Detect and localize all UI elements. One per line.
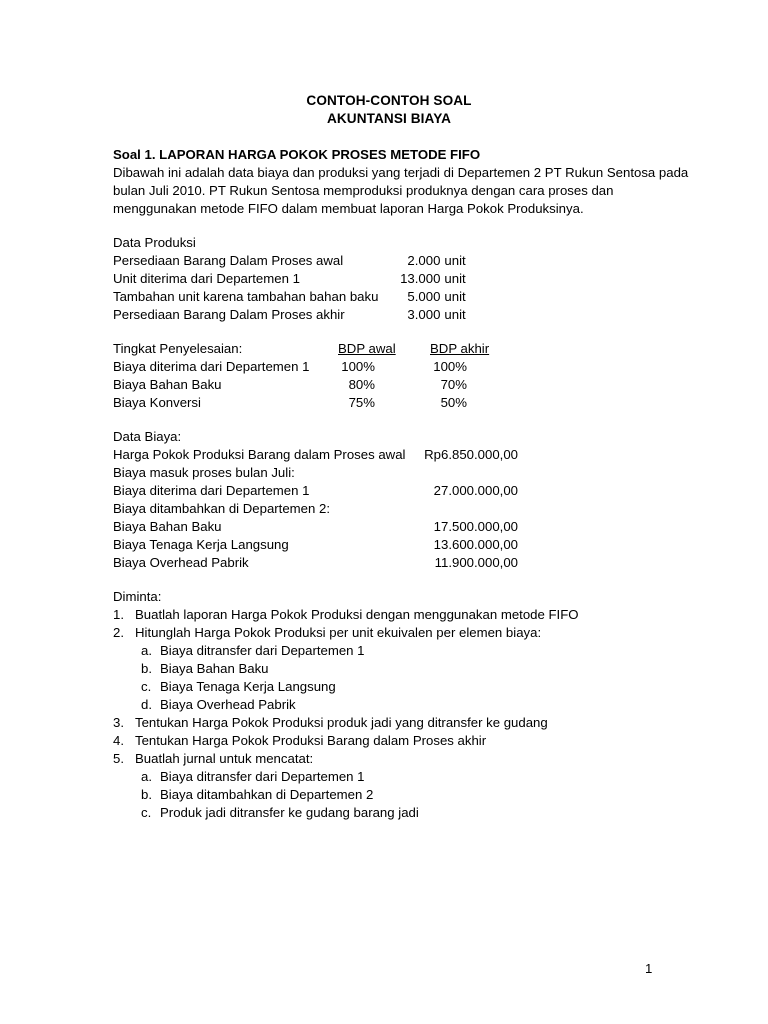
table-row	[113, 394, 522, 412]
list-item-marker: 3.	[113, 715, 124, 730]
penyelesaian-row-bdp-akhir	[430, 376, 522, 394]
table-row	[113, 376, 522, 394]
penyelesaian-row-bdp-awal	[338, 376, 430, 394]
biaya-row-label: Biaya masuk proses bulan Juli:	[113, 465, 295, 480]
problem-intro-line-3: menggunakan metode FIFO dalam membuat laporan Harga Pokok Produksinya.	[113, 201, 584, 216]
table-row	[113, 252, 655, 270]
table-row	[113, 358, 522, 376]
table-row	[113, 554, 518, 572]
column-header-bdp-awal	[338, 340, 430, 358]
produksi-row-unit: unit	[444, 271, 466, 286]
penyelesaian-row-label: Biaya Bahan Baku	[113, 377, 222, 392]
sub-list-item-marker: c.	[141, 679, 152, 694]
produksi-row-label: Tambahan unit karena tambahan bahan baku	[113, 289, 379, 304]
list-item-marker: 2.	[113, 625, 124, 640]
penyelesaian-row-bdp-awal-value: 75%	[348, 395, 375, 410]
problem-intro-line-2: bulan Juli 2010. PT Rukun Sentosa memproduksi produknya dengan cara proses dan	[113, 183, 614, 198]
sub-list-item-text: Biaya Bahan Baku	[160, 661, 269, 676]
biaya-row-label: Biaya Tenaga Kerja Langsung	[113, 537, 289, 552]
list-item-text: Hitunglah Harga Pokok Produksi per unit ekuivalen per elemen biaya:	[135, 625, 542, 640]
list-item-text: Buatlah laporan Harga Pokok Produksi dengan menggunakan metode FIFO	[135, 607, 579, 622]
produksi-row-label: Persediaan Barang Dalam Proses akhir	[113, 307, 345, 322]
produksi-row-value: 13.000	[400, 271, 441, 286]
sub-list-item	[113, 696, 655, 714]
produksi-row-unit: unit	[444, 307, 466, 322]
page-number: 1	[645, 961, 653, 976]
table-row	[113, 500, 518, 518]
table-row	[113, 446, 518, 464]
document-title	[113, 92, 655, 128]
table-row	[113, 270, 655, 288]
table-header-row	[113, 340, 522, 358]
biaya-row-label: Harga Pokok Produksi Barang dalam Proses awal	[113, 447, 406, 462]
problem-intro-line-1: Dibawah ini adalah data biaya dan produksi yang terjadi di Departemen 2 PT Rukun Sentosa pada	[113, 165, 689, 180]
document-body	[113, 92, 689, 822]
list-item	[113, 714, 655, 732]
problem-heading: Soal 1. LAPORAN HARGA POKOK PROSES METODE FIFO	[113, 147, 481, 162]
biaya-row-label: Biaya ditambahkan di Departemen 2:	[113, 501, 330, 516]
table-row	[113, 536, 518, 554]
penyelesaian-row-bdp-akhir-value: 70%	[440, 377, 467, 392]
biaya-row-label: Biaya Overhead Pabrik	[113, 555, 249, 570]
table-row	[113, 518, 518, 536]
list-item-marker: 1.	[113, 607, 124, 622]
biaya-row-value: Rp6.850.000,00	[424, 447, 518, 462]
table-row	[113, 288, 655, 306]
biaya-row-value: 17.500.000,00	[433, 519, 518, 534]
table-row	[113, 464, 518, 482]
tingkat-penyelesaian-table	[113, 340, 522, 412]
list-item-text: Buatlah jurnal untuk mencatat:	[135, 751, 314, 766]
penyelesaian-row-bdp-awal	[338, 394, 430, 412]
produksi-row-label: Persediaan Barang Dalam Proses awal	[113, 253, 344, 268]
diminta-list	[113, 606, 655, 822]
sub-list-item-text: Biaya ditambahkan di Departemen 2	[160, 787, 374, 802]
sub-list-item-text: Biaya ditransfer dari Departemen 1	[160, 769, 365, 784]
penyelesaian-row-bdp-awal-value: 80%	[348, 377, 375, 392]
biaya-row-label: Biaya diterima dari Departemen 1	[113, 483, 310, 498]
list-item	[113, 732, 655, 750]
penyelesaian-row-bdp-akhir	[430, 358, 522, 376]
sub-list-item-text: Produk jadi ditransfer ke gudang barang jadi	[160, 805, 419, 820]
data-biaya-table	[113, 446, 518, 572]
sub-list-item-marker: a.	[141, 769, 152, 784]
sub-list-item-marker: b.	[141, 787, 152, 802]
produksi-row-value: 5.000	[407, 289, 441, 304]
list-item-text: Tentukan Harga Pokok Produksi produk jadi yang ditransfer ke gudang	[135, 715, 548, 730]
produksi-row-value: 3.000	[407, 307, 441, 322]
sub-list-item-text: Biaya Overhead Pabrik	[160, 697, 296, 712]
biaya-row-label: Biaya Bahan Baku	[113, 519, 222, 534]
sub-list-item-marker: c.	[141, 805, 152, 820]
penyelesaian-row-label: Biaya Konversi	[113, 395, 201, 410]
sub-list-item	[113, 678, 655, 696]
column-header-bdp-akhir-text: BDP akhir	[430, 341, 490, 356]
list-item-marker: 4.	[113, 733, 124, 748]
penyelesaian-row-label: Biaya diterima dari Departemen 1	[113, 359, 310, 374]
data-produksi-heading: Data Produksi	[113, 235, 196, 250]
penyelesaian-row-bdp-awal-value: 100%	[341, 359, 375, 374]
produksi-row-unit: unit	[444, 253, 466, 268]
column-header-bdp-akhir	[430, 340, 522, 358]
biaya-row-value	[413, 464, 518, 482]
biaya-row-value: 13.600.000,00	[433, 537, 518, 552]
table-row	[113, 306, 655, 324]
produksi-row-label: Unit diterima dari Departemen 1	[113, 271, 300, 286]
sub-list-item	[113, 786, 655, 804]
sub-list-item	[113, 804, 655, 822]
list-item	[113, 624, 655, 642]
sub-list-item-marker: d.	[141, 697, 152, 712]
column-header-bdp-awal-text: BDP awal	[338, 341, 396, 356]
problem-intro	[113, 164, 689, 218]
produksi-row-unit: unit	[444, 289, 466, 304]
list-item	[113, 750, 655, 768]
biaya-row-value: 27.000.000,00	[433, 483, 518, 498]
penyelesaian-row-bdp-akhir-value: 50%	[440, 395, 467, 410]
diminta-heading: Diminta:	[113, 589, 162, 604]
list-item	[113, 606, 655, 624]
sub-list-item	[113, 660, 655, 678]
table-row	[113, 482, 518, 500]
list-item-text: Tentukan Harga Pokok Produksi Barang dalam Proses akhir	[135, 733, 487, 748]
sub-list-item	[113, 642, 655, 660]
title-line-1: CONTOH-CONTOH SOAL	[306, 93, 472, 108]
biaya-row-value: 11.900.000,00	[434, 555, 518, 570]
title-line-2: AKUNTANSI BIAYA	[326, 111, 452, 126]
list-item-marker: 5.	[113, 751, 124, 766]
data-biaya-heading: Data Biaya:	[113, 429, 182, 444]
penyelesaian-row-bdp-akhir	[430, 394, 522, 412]
tingkat-penyelesaian-label: Tingkat Penyelesaian:	[113, 341, 243, 356]
sub-list-item-text: Biaya ditransfer dari Departemen 1	[160, 643, 365, 658]
sub-list-item-text: Biaya Tenaga Kerja Langsung	[160, 679, 336, 694]
sub-list-item	[113, 768, 655, 786]
data-produksi-table	[113, 252, 655, 324]
produksi-row-value: 2.000	[407, 253, 441, 268]
sub-list-item-marker: b.	[141, 661, 152, 676]
biaya-row-value	[413, 500, 518, 518]
penyelesaian-row-bdp-akhir-value: 100%	[433, 359, 467, 374]
penyelesaian-row-bdp-awal	[338, 358, 430, 376]
sub-list-item-marker: a.	[141, 643, 152, 658]
